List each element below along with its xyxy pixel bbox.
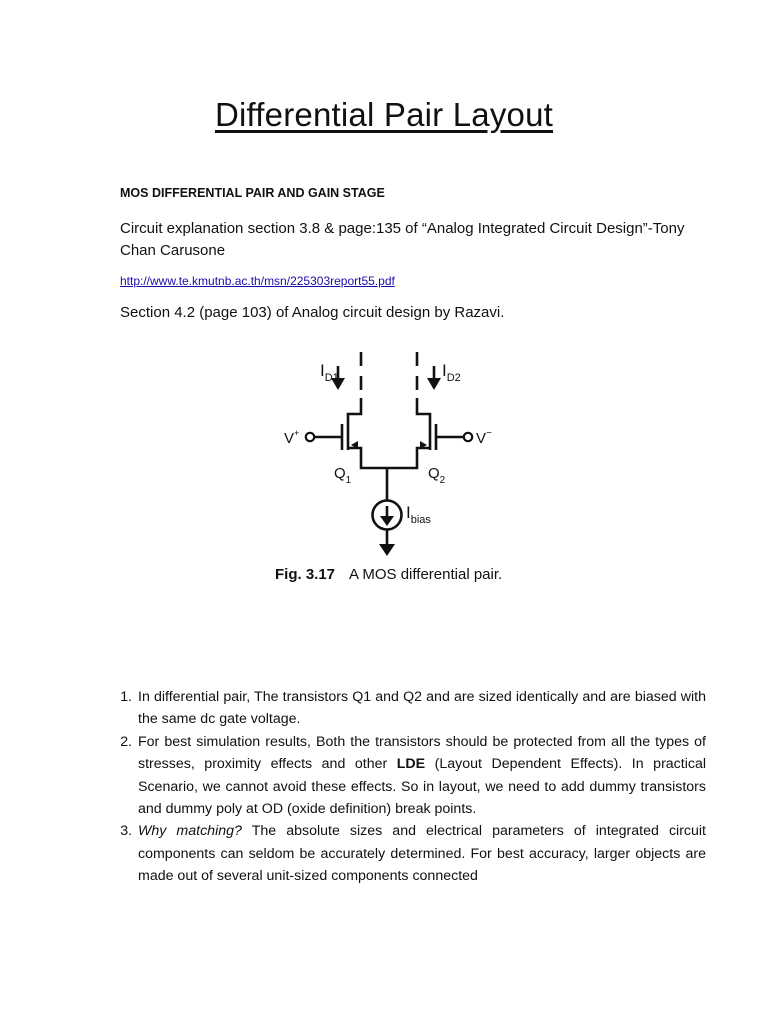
- ibias-label: $I_{bias}$: [406, 503, 431, 526]
- razavi-reference: Section 4.2 (page 103) of Analog circuit design by Razavi.: [120, 304, 505, 321]
- note-1-text: In differential pair, The transistors Q1 and Q2 and are sized identically and are biased with the same dc gate voltage.: [138, 689, 706, 728]
- id2-label: $I_{D2}$: [442, 361, 461, 384]
- list-item: [136, 820, 706, 887]
- id2-arrow-head: [427, 378, 441, 390]
- q1-drain-wire: [348, 398, 361, 424]
- q2-source-wire: [387, 448, 430, 468]
- vminus-terminal: [464, 433, 472, 441]
- figure-caption: [275, 566, 502, 583]
- note-2-text-before: For best simulation results, Both the transistors should be protected from all the types of stresses, proximity effects and other: [138, 733, 706, 773]
- why-matching-heading: Why matching?: [138, 823, 242, 840]
- page-title: Differential Pair Layout: [214, 96, 554, 133]
- lde-term: LDE: [396, 756, 426, 773]
- note-2-text-after: (Layout Dependent Effects). In practical Scenario, we cannot avoid these effects. So in layout, we need to add dummy transistors and dummy poly at OD (oxide definition) break points.: [138, 756, 707, 818]
- section-subheading: MOS DIFFERENTIAL PAIR AND GAIN STAGE: [120, 186, 385, 200]
- citation-text: Circuit explanation section 3.8 & page:135 of “Analog Integrated Circuit Design”-Tony Chan Carusone: [120, 220, 685, 259]
- q2-label: $Q_2$: [428, 465, 446, 486]
- list-item: [136, 686, 706, 731]
- list-item: [136, 731, 706, 821]
- differential-pair-schematic: [274, 340, 514, 564]
- note-3-text: The absolute sizes and electrical parameters of integrated circuit components can seldom be accurately determined. For best accuracy, larger objects are made out of several unit-sized components connected: [138, 823, 706, 885]
- figure-caption-text: A MOS differential pair.: [349, 566, 503, 583]
- vplus-label: V+: [284, 428, 300, 447]
- vplus-terminal: [306, 433, 314, 441]
- figure-caption-label: Fig. 3.17: [275, 566, 336, 583]
- notes-list: [108, 686, 706, 888]
- q2-drain-wire: [417, 398, 430, 424]
- q1-label: $Q_1$: [334, 465, 352, 486]
- q1-source-wire: [348, 448, 387, 468]
- report-link[interactable]: http://www.te.kmutnb.ac.th/msn/225303report55.pdf: [120, 274, 395, 288]
- vminus-label: V−: [476, 428, 492, 447]
- output-arrow-head: [379, 544, 395, 556]
- id1-label: $I_{D1}$: [320, 361, 339, 384]
